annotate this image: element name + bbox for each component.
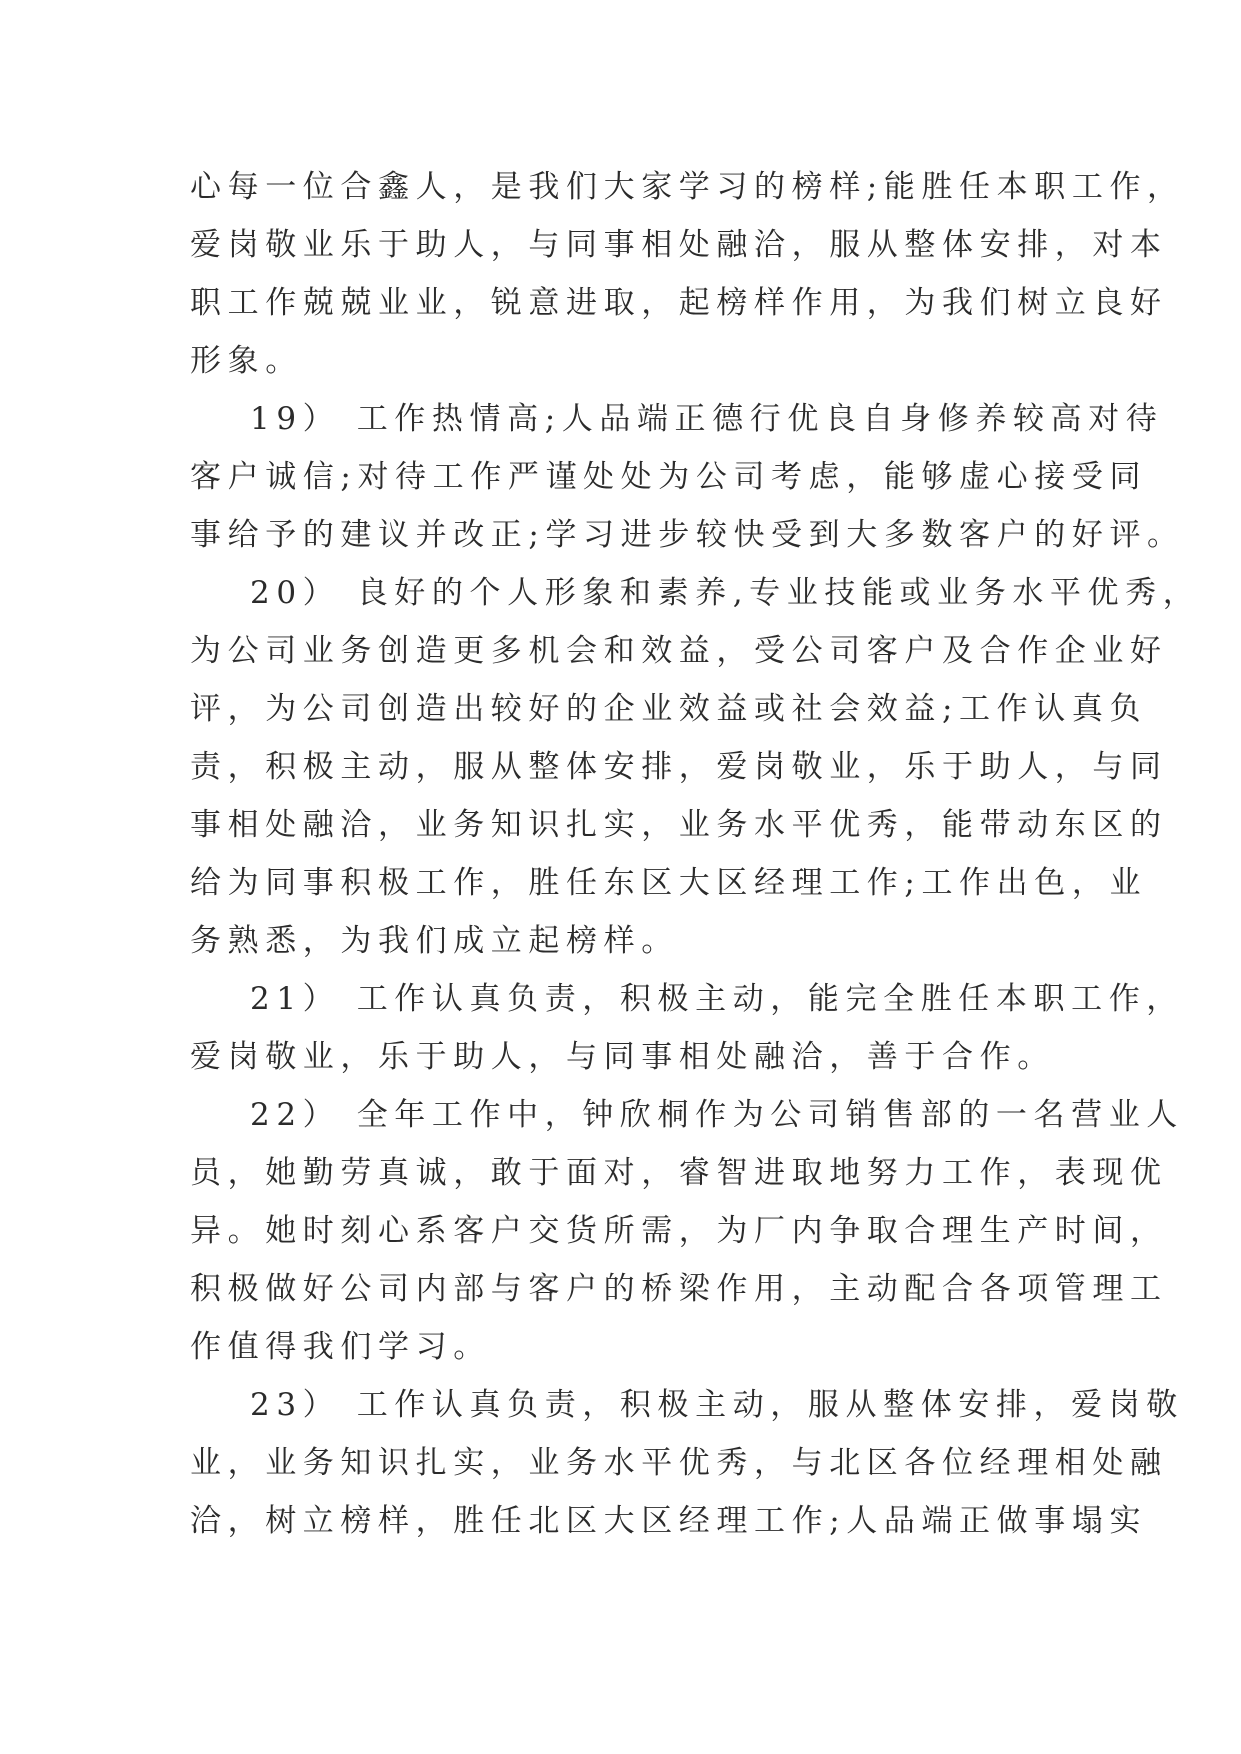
text-line: 员，她勤劳真诚，敢于面对，睿智进取地努力工作，表现优 [190,1155,1168,1191]
text-line: 事相处融洽，业务知识扎实，业务水平优秀，能带动东区的 [190,807,1168,843]
document-body [190,158,1201,1550]
text-line: 事给予的建议并改正;学习进步较快受到大多数客户的好评。 [190,517,1185,553]
text-line: 业，业务知识扎实，业务水平优秀，与北区各位经理相处融 [190,1445,1168,1481]
paragraph-continuation [190,158,1185,390]
text-line: 21） 工作认真负责，积极主动，能完全胜任本职工作， [250,981,1184,1017]
paragraph-20 [190,564,1201,970]
paragraph-19 [190,390,1185,564]
text-line: 洽，树立榜样，胜任北区大区经理工作;人品端正做事塌实 [190,1503,1148,1539]
text-line: 形象。 [190,343,303,379]
text-line: 心每一位合鑫人，是我们大家学习的榜样;能胜任本职工作， [190,169,1185,205]
text-line: 爱岗敬业，乐于助人，与同事相处融洽，善于合作。 [190,1039,1055,1075]
text-line: 为公司业务创造更多机会和效益，受公司客户及合作企业好 [190,633,1168,669]
text-line: 异。她时刻心系客户交货所需，为厂内争取合理生产时间， [190,1213,1168,1249]
text-line: 评，为公司创造出较好的企业效益或社会效益;工作认真负 [190,691,1148,727]
text-line: 22） 全年工作中，钟欣桐作为公司销售部的一名营业人 [250,1097,1184,1133]
text-line: 务熟悉，为我们成立起榜样。 [190,923,679,959]
text-line: 23） 工作认真负责，积极主动，服从整体安排，爱岗敬 [250,1387,1184,1423]
paragraph-21 [190,970,1184,1086]
text-line: 作值得我们学习。 [190,1329,491,1365]
text-line: 爱岗敬业乐于助人，与同事相处融洽，服从整体安排，对本 [190,227,1168,263]
text-line: 职工作兢兢业业，锐意进取，起榜样作用，为我们树立良好 [190,285,1168,321]
text-line: 积极做好公司内部与客户的桥梁作用，主动配合各项管理工 [190,1271,1168,1307]
paragraph-22 [190,1086,1184,1376]
text-line: 20） 良好的个人形象和素养,专业技能或业务水平优秀， [250,575,1201,611]
text-line: 客户诚信;对待工作严谨处处为公司考虑，能够虚心接受同 [190,459,1148,495]
text-line: 19） 工作热情高;人品端正德行优良自身修养较高对待 [250,401,1164,437]
text-line: 责，积极主动，服从整体安排，爱岗敬业，乐于助人，与同 [190,749,1168,785]
paragraph-23 [190,1376,1184,1550]
text-line: 给为同事积极工作，胜任东区大区经理工作;工作出色，业 [190,865,1148,901]
